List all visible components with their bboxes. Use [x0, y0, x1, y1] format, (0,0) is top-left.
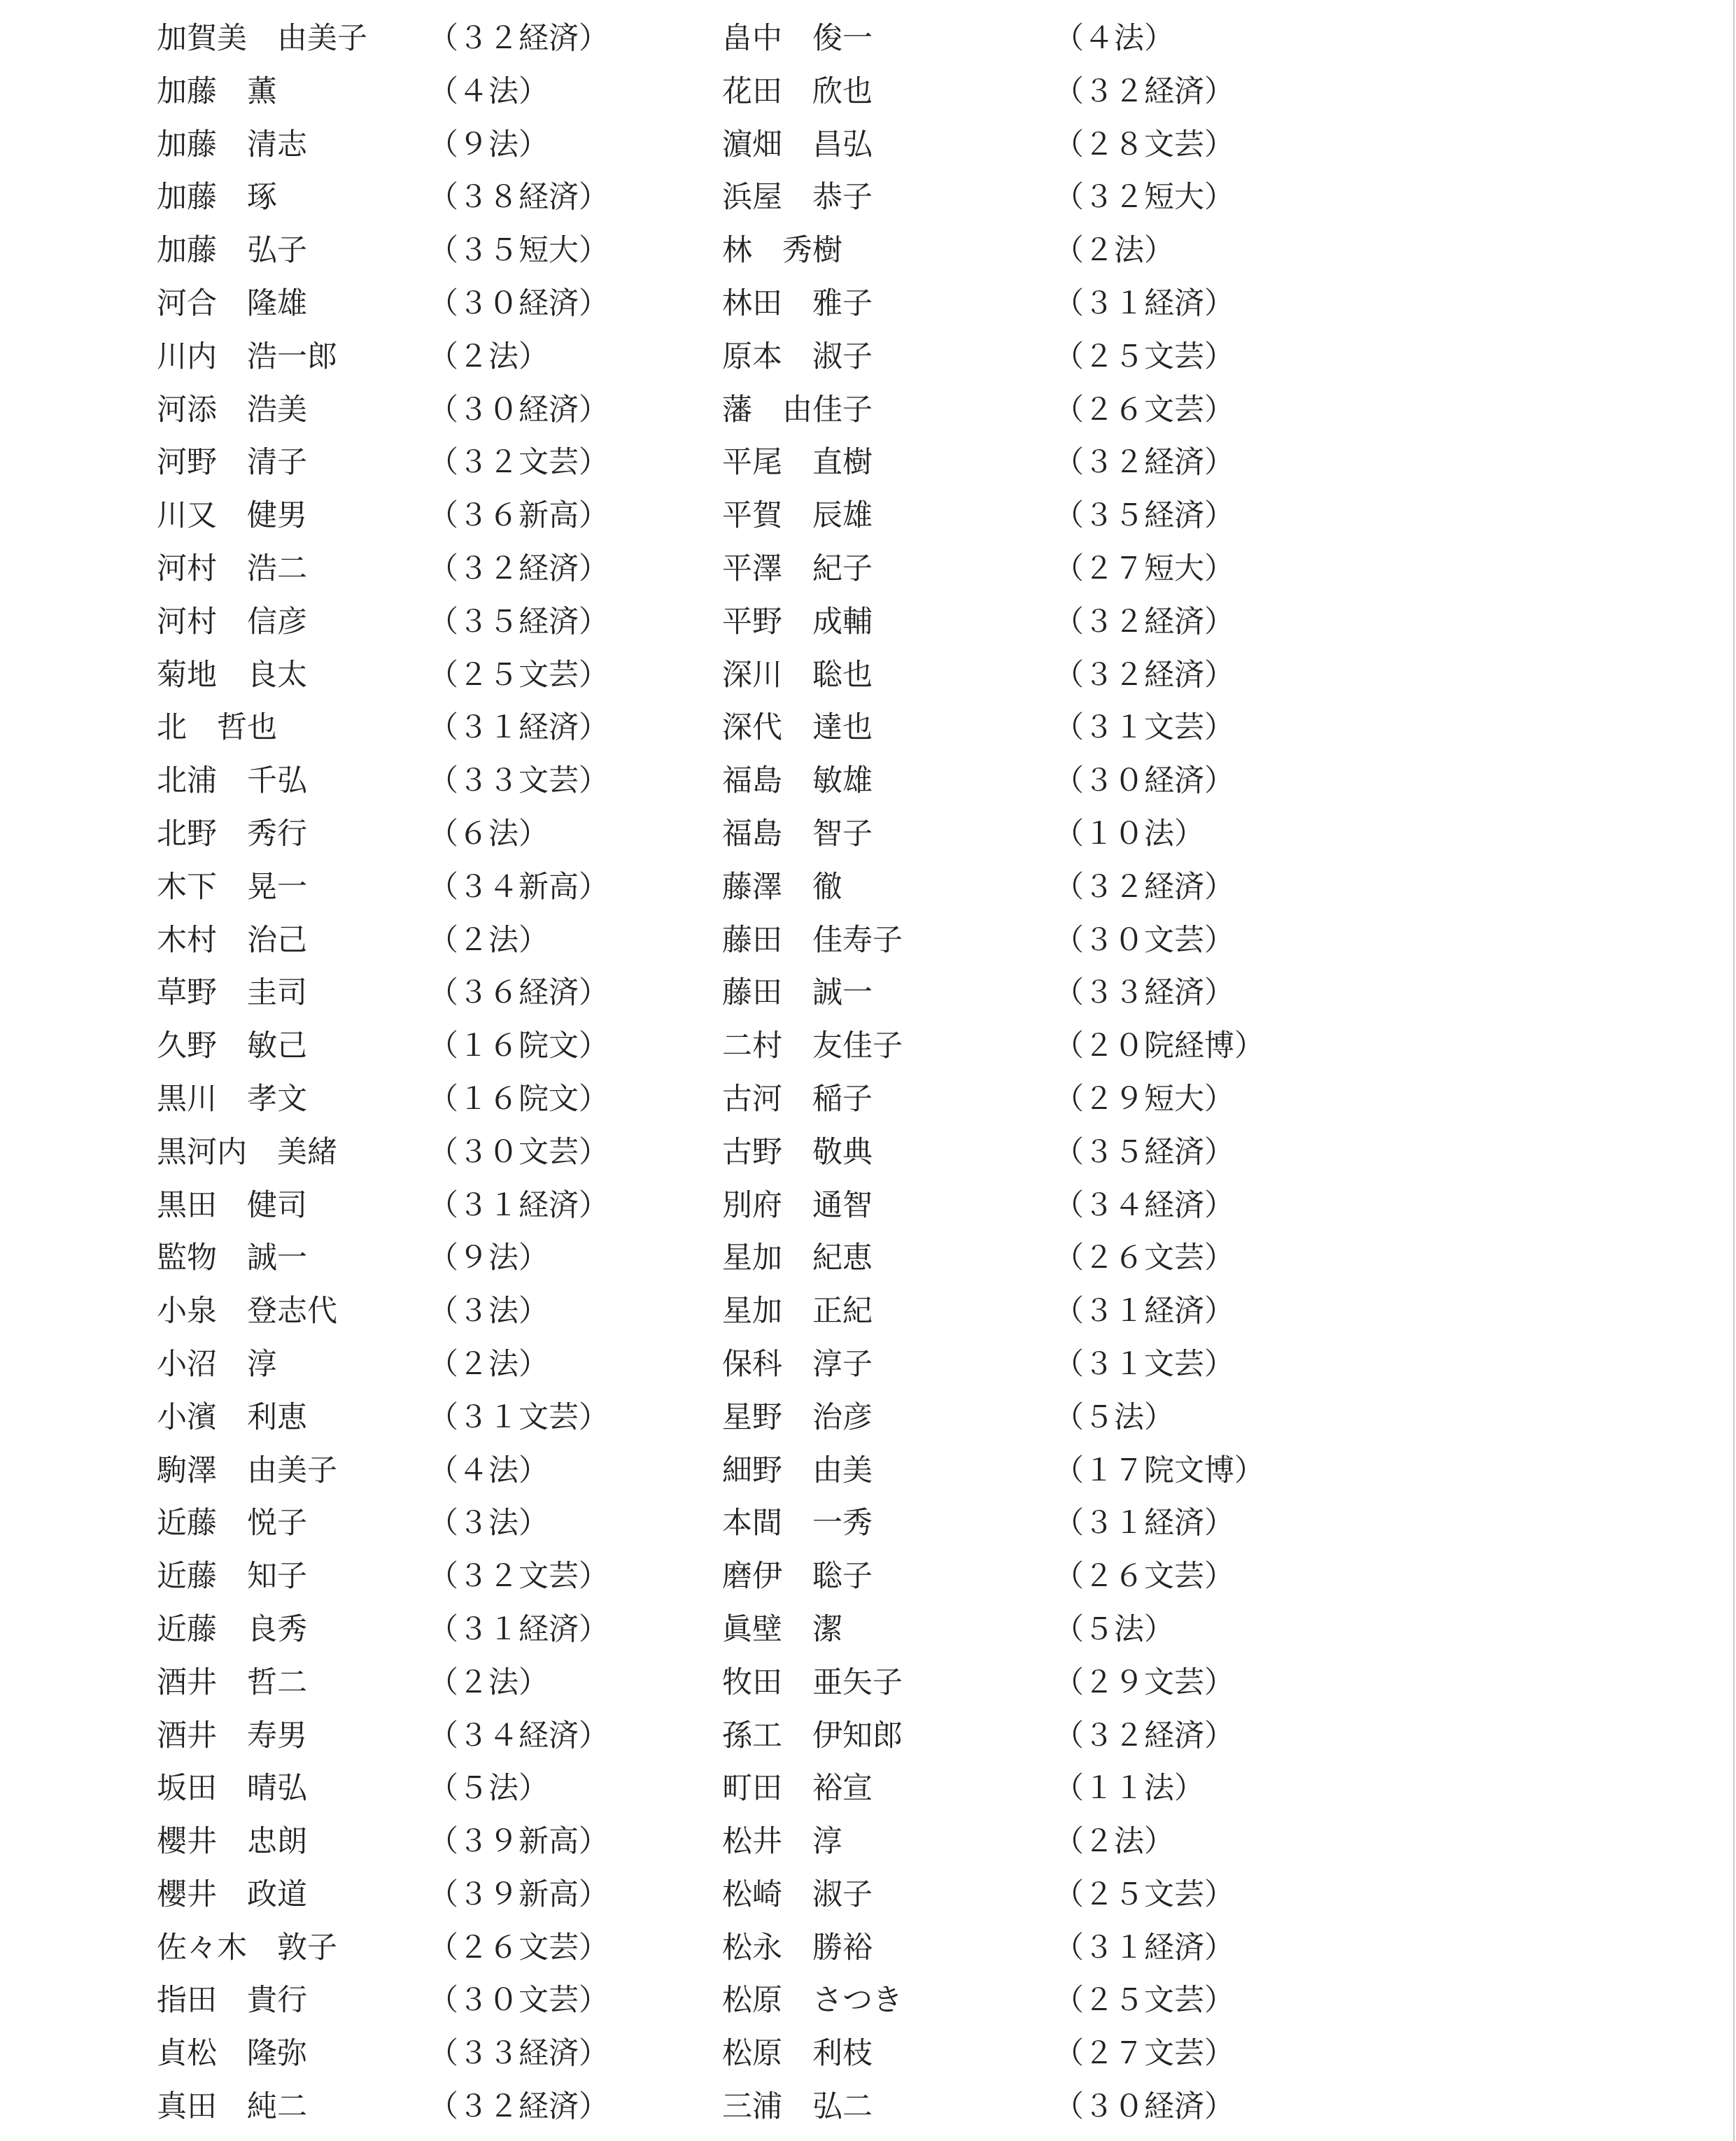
- left-member-name: 久野 敏己: [157, 1029, 307, 1064]
- left-member-name: 北野 秀行: [157, 816, 307, 852]
- right-member-class: （２７文芸）: [1054, 2036, 1234, 2072]
- list-row: [0, 331, 1728, 384]
- list-row: [0, 1232, 1728, 1285]
- list-row: [0, 1974, 1728, 2028]
- right-member-name: 藤田 佳寿子: [722, 922, 903, 958]
- list-row: [0, 1285, 1728, 1338]
- list-row: [0, 649, 1728, 702]
- left-member-name: 酒井 寿男: [157, 1718, 307, 1753]
- list-row: [0, 1180, 1728, 1233]
- list-row: [0, 1710, 1728, 1763]
- left-member-name: 川又 健男: [157, 498, 307, 534]
- list-row: [0, 1657, 1728, 1710]
- left-member-class: （５法）: [428, 1771, 549, 1807]
- list-row: [0, 1869, 1728, 1922]
- left-member-name: 酒井 哲二: [157, 1665, 307, 1700]
- left-member-class: （３０文芸）: [428, 1134, 609, 1170]
- left-member-name: 加賀美 由美子: [157, 21, 367, 56]
- left-member-name: 近藤 良秀: [157, 1611, 307, 1647]
- left-member-class: （３６新高）: [428, 498, 609, 534]
- right-member-name: 平賀 辰雄: [722, 498, 873, 534]
- list-row: [0, 808, 1728, 861]
- right-member-name: 星加 正紀: [722, 1294, 873, 1329]
- left-member-class: （３法）: [428, 1294, 549, 1329]
- right-member-class: （３１経済）: [1054, 285, 1234, 321]
- right-member-class: （３２経済）: [1054, 604, 1234, 640]
- list-row: [0, 967, 1728, 1020]
- left-member-class: （３１経済）: [428, 1187, 609, 1223]
- right-member-class: （３２経済）: [1054, 869, 1234, 905]
- right-member-name: 深代 達也: [722, 710, 873, 746]
- right-member-class: （３１経済）: [1054, 1294, 1234, 1329]
- left-member-class: （３２経済）: [428, 2089, 609, 2125]
- left-member-name: 佐々木 敦子: [157, 1930, 337, 1965]
- left-member-name: 北浦 千弘: [157, 763, 307, 799]
- list-row: [0, 914, 1728, 968]
- left-member-class: （３４新高）: [428, 869, 609, 905]
- right-member-name: 深川 聡也: [722, 657, 873, 693]
- list-row: [0, 1073, 1728, 1126]
- left-member-name: 北 哲也: [157, 710, 277, 746]
- left-member-class: （３２文芸）: [428, 445, 609, 481]
- list-row: [0, 1392, 1728, 1445]
- left-member-name: 真田 純二: [157, 2089, 307, 2125]
- left-member-class: （２６文芸）: [428, 1930, 609, 1965]
- list-row: [0, 1126, 1728, 1180]
- left-member-name: 加藤 清志: [157, 127, 307, 162]
- left-member-name: 河野 清子: [157, 445, 307, 481]
- left-member-class: （６法）: [428, 816, 549, 852]
- right-member-class: （２７短大）: [1054, 551, 1234, 586]
- left-member-name: 黒田 健司: [157, 1187, 307, 1223]
- right-member-name: 濵畑 昌弘: [722, 127, 873, 162]
- list-row: [0, 1550, 1728, 1604]
- right-member-class: （１０法）: [1054, 816, 1204, 852]
- left-member-name: 櫻井 忠朗: [157, 1824, 307, 1860]
- right-member-name: 三浦 弘二: [722, 2089, 873, 2125]
- right-member-name: 平澤 紀子: [722, 551, 873, 586]
- left-member-class: （３０経済）: [428, 392, 609, 428]
- right-member-name: 福島 智子: [722, 816, 873, 852]
- right-member-name: 松井 淳: [722, 1824, 842, 1860]
- right-member-class: （４法）: [1054, 21, 1174, 56]
- right-member-class: （３４経済）: [1054, 1187, 1234, 1223]
- left-member-name: 小濱 利恵: [157, 1399, 307, 1435]
- right-member-class: （２０院経博）: [1054, 1029, 1264, 1064]
- right-member-class: （２５文芸）: [1054, 339, 1234, 374]
- right-member-class: （３５経済）: [1054, 1134, 1234, 1170]
- left-member-name: 加藤 弘子: [157, 233, 307, 269]
- right-member-name: 眞壁 潔: [722, 1611, 842, 1647]
- right-member-name: 星加 紀恵: [722, 1241, 873, 1276]
- right-member-name: 松永 勝裕: [722, 1930, 873, 1965]
- list-row: [0, 1604, 1728, 1657]
- right-member-class: （２法）: [1054, 1824, 1174, 1860]
- left-member-class: （３０経済）: [428, 285, 609, 321]
- list-row: [0, 861, 1728, 914]
- right-member-name: 林田 雅子: [722, 285, 873, 321]
- right-member-name: 松崎 淑子: [722, 1877, 873, 1912]
- right-member-class: （２９短大）: [1054, 1081, 1234, 1117]
- list-row: [0, 2081, 1728, 2134]
- left-member-class: （２法）: [428, 339, 549, 374]
- list-row: [0, 119, 1728, 172]
- right-member-class: （２６文芸）: [1054, 1559, 1234, 1595]
- right-member-class: （３１文芸）: [1054, 1346, 1234, 1382]
- right-member-class: （３２短大）: [1054, 180, 1234, 215]
- list-row: [0, 278, 1728, 331]
- left-member-class: （３５経済）: [428, 604, 609, 640]
- left-member-class: （３９新高）: [428, 1824, 609, 1860]
- right-member-name: 牧田 亜矢子: [722, 1665, 903, 1700]
- left-member-class: （３２経済）: [428, 551, 609, 586]
- right-member-class: （３１文芸）: [1054, 710, 1234, 746]
- right-member-name: 星野 治彦: [722, 1399, 873, 1435]
- left-member-class: （１６院文）: [428, 1029, 609, 1064]
- left-member-name: 黒川 孝文: [157, 1081, 307, 1117]
- left-member-name: 木下 晃一: [157, 869, 307, 905]
- list-row: [0, 596, 1728, 649]
- right-member-name: 藤田 誠一: [722, 975, 873, 1011]
- list-row: [0, 1922, 1728, 1975]
- right-member-name: 孫工 伊知郎: [722, 1718, 903, 1753]
- left-member-name: 河村 浩二: [157, 551, 307, 586]
- left-member-class: （９法）: [428, 127, 549, 162]
- right-member-class: （５法）: [1054, 1611, 1174, 1647]
- right-member-name: 花田 欣也: [722, 73, 873, 109]
- right-member-class: （２５文芸）: [1054, 1877, 1234, 1912]
- right-member-class: （２９文芸）: [1054, 1665, 1234, 1700]
- list-row: [0, 66, 1728, 119]
- right-member-class: （１１法）: [1054, 1771, 1204, 1807]
- right-member-class: （３０経済）: [1054, 763, 1234, 799]
- left-member-class: （３４経済）: [428, 1718, 609, 1753]
- left-member-name: 指田 貴行: [157, 1983, 307, 2019]
- right-member-class: （２８文芸）: [1054, 127, 1234, 162]
- right-member-class: （３０経済）: [1054, 2089, 1234, 2125]
- left-member-class: （２５文芸）: [428, 657, 609, 693]
- left-member-name: 草野 圭司: [157, 975, 307, 1011]
- left-member-class: （３法）: [428, 1506, 549, 1541]
- left-member-class: （３９新高）: [428, 1877, 609, 1912]
- right-member-class: （３２経済）: [1054, 657, 1234, 693]
- right-member-class: （３２経済）: [1054, 73, 1234, 109]
- list-row: [0, 1338, 1728, 1392]
- list-row: [0, 437, 1728, 490]
- left-member-name: 菊地 良太: [157, 657, 307, 693]
- right-member-name: 保科 淳子: [722, 1346, 873, 1382]
- left-member-class: （９法）: [428, 1241, 549, 1276]
- left-member-class: （３５短大）: [428, 233, 609, 269]
- right-member-name: 原本 淑子: [722, 339, 873, 374]
- list-row: [0, 171, 1728, 225]
- left-member-name: 河添 浩美: [157, 392, 307, 428]
- right-member-name: 町田 裕宣: [722, 1771, 873, 1807]
- left-member-name: 加藤 琢: [157, 180, 277, 215]
- right-member-name: 浜屋 恭子: [722, 180, 873, 215]
- left-member-name: 監物 誠一: [157, 1241, 307, 1276]
- left-member-name: 河村 信彦: [157, 604, 307, 640]
- left-member-name: 黒河内 美緒: [157, 1134, 337, 1170]
- left-member-name: 貞松 隆弥: [157, 2036, 307, 2072]
- right-member-name: 藩 由佳子: [722, 392, 873, 428]
- right-member-name: 二村 友佳子: [722, 1029, 903, 1064]
- left-member-class: （３２文芸）: [428, 1559, 609, 1595]
- right-member-name: 平尾 直樹: [722, 445, 873, 481]
- right-member-name: 松原 利枝: [722, 2036, 873, 2072]
- list-row: [0, 1497, 1728, 1550]
- left-member-class: （３０文芸）: [428, 1983, 609, 2019]
- left-member-class: （４法）: [428, 73, 549, 109]
- right-member-class: （２６文芸）: [1054, 392, 1234, 428]
- right-member-name: 磨伊 聡子: [722, 1559, 873, 1595]
- right-member-name: 平野 成輔: [722, 604, 873, 640]
- list-row: [0, 1816, 1728, 1869]
- left-member-class: （２法）: [428, 1346, 549, 1382]
- left-member-class: （３３文芸）: [428, 763, 609, 799]
- right-member-class: （３２経済）: [1054, 445, 1234, 481]
- list-row: [0, 2028, 1728, 2081]
- left-member-class: （３２経済）: [428, 21, 609, 56]
- left-member-name: 近藤 知子: [157, 1559, 307, 1595]
- right-member-name: 畠中 俊一: [722, 21, 873, 56]
- left-member-class: （３８経済）: [428, 180, 609, 215]
- left-member-class: （２法）: [428, 1665, 549, 1700]
- right-member-class: （１７院文博）: [1054, 1453, 1264, 1488]
- member-list: [0, 13, 1728, 2134]
- right-member-class: （２法）: [1054, 233, 1174, 269]
- list-row: [0, 384, 1728, 437]
- left-member-name: 小泉 登志代: [157, 1294, 337, 1329]
- right-member-name: 藤澤 徹: [722, 869, 842, 905]
- right-member-name: 松原 さつき: [722, 1983, 903, 2019]
- left-member-name: 近藤 悦子: [157, 1506, 307, 1541]
- right-member-class: （３１経済）: [1054, 1930, 1234, 1965]
- right-member-class: （３０文芸）: [1054, 922, 1234, 958]
- left-member-name: 坂田 晴弘: [157, 1771, 307, 1807]
- right-member-name: 別府 通智: [722, 1187, 873, 1223]
- right-member-class: （３２経済）: [1054, 1718, 1234, 1753]
- left-member-class: （３１経済）: [428, 1611, 609, 1647]
- right-member-class: （２５文芸）: [1054, 1983, 1234, 2019]
- left-member-name: 川内 浩一郎: [157, 339, 337, 374]
- left-member-name: 櫻井 政道: [157, 1877, 307, 1912]
- right-member-class: （３５経済）: [1054, 498, 1234, 534]
- right-member-name: 古河 稲子: [722, 1081, 873, 1117]
- right-member-name: 福島 敏雄: [722, 763, 873, 799]
- left-member-class: （３６経済）: [428, 975, 609, 1011]
- right-member-name: 本間 一秀: [722, 1506, 873, 1541]
- left-member-name: 駒澤 由美子: [157, 1453, 337, 1488]
- left-member-name: 河合 隆雄: [157, 285, 307, 321]
- list-row: [0, 702, 1728, 755]
- left-member-name: 木村 治己: [157, 922, 307, 958]
- right-member-class: （３１経済）: [1054, 1506, 1234, 1541]
- left-member-class: （１６院文）: [428, 1081, 609, 1117]
- list-row: [0, 13, 1728, 66]
- list-row: [0, 490, 1728, 543]
- right-member-class: （５法）: [1054, 1399, 1174, 1435]
- right-member-class: （２６文芸）: [1054, 1241, 1234, 1276]
- right-member-name: 古野 敬典: [722, 1134, 873, 1170]
- right-member-class: （３３経済）: [1054, 975, 1234, 1011]
- list-row: [0, 1445, 1728, 1498]
- list-row: [0, 1762, 1728, 1816]
- left-member-class: （４法）: [428, 1453, 549, 1488]
- left-member-class: （２法）: [428, 922, 549, 958]
- list-row: [0, 755, 1728, 808]
- left-member-class: （３１文芸）: [428, 1399, 609, 1435]
- left-member-class: （３１経済）: [428, 710, 609, 746]
- list-row: [0, 1020, 1728, 1073]
- left-member-name: 加藤 薫: [157, 73, 277, 109]
- right-member-name: 細野 由美: [722, 1453, 873, 1488]
- right-edge-rule: [1733, 0, 1735, 2141]
- list-row: [0, 225, 1728, 278]
- right-member-name: 林 秀樹: [722, 233, 842, 269]
- left-member-class: （３３経済）: [428, 2036, 609, 2072]
- left-member-name: 小沼 淳: [157, 1346, 277, 1382]
- list-row: [0, 543, 1728, 596]
